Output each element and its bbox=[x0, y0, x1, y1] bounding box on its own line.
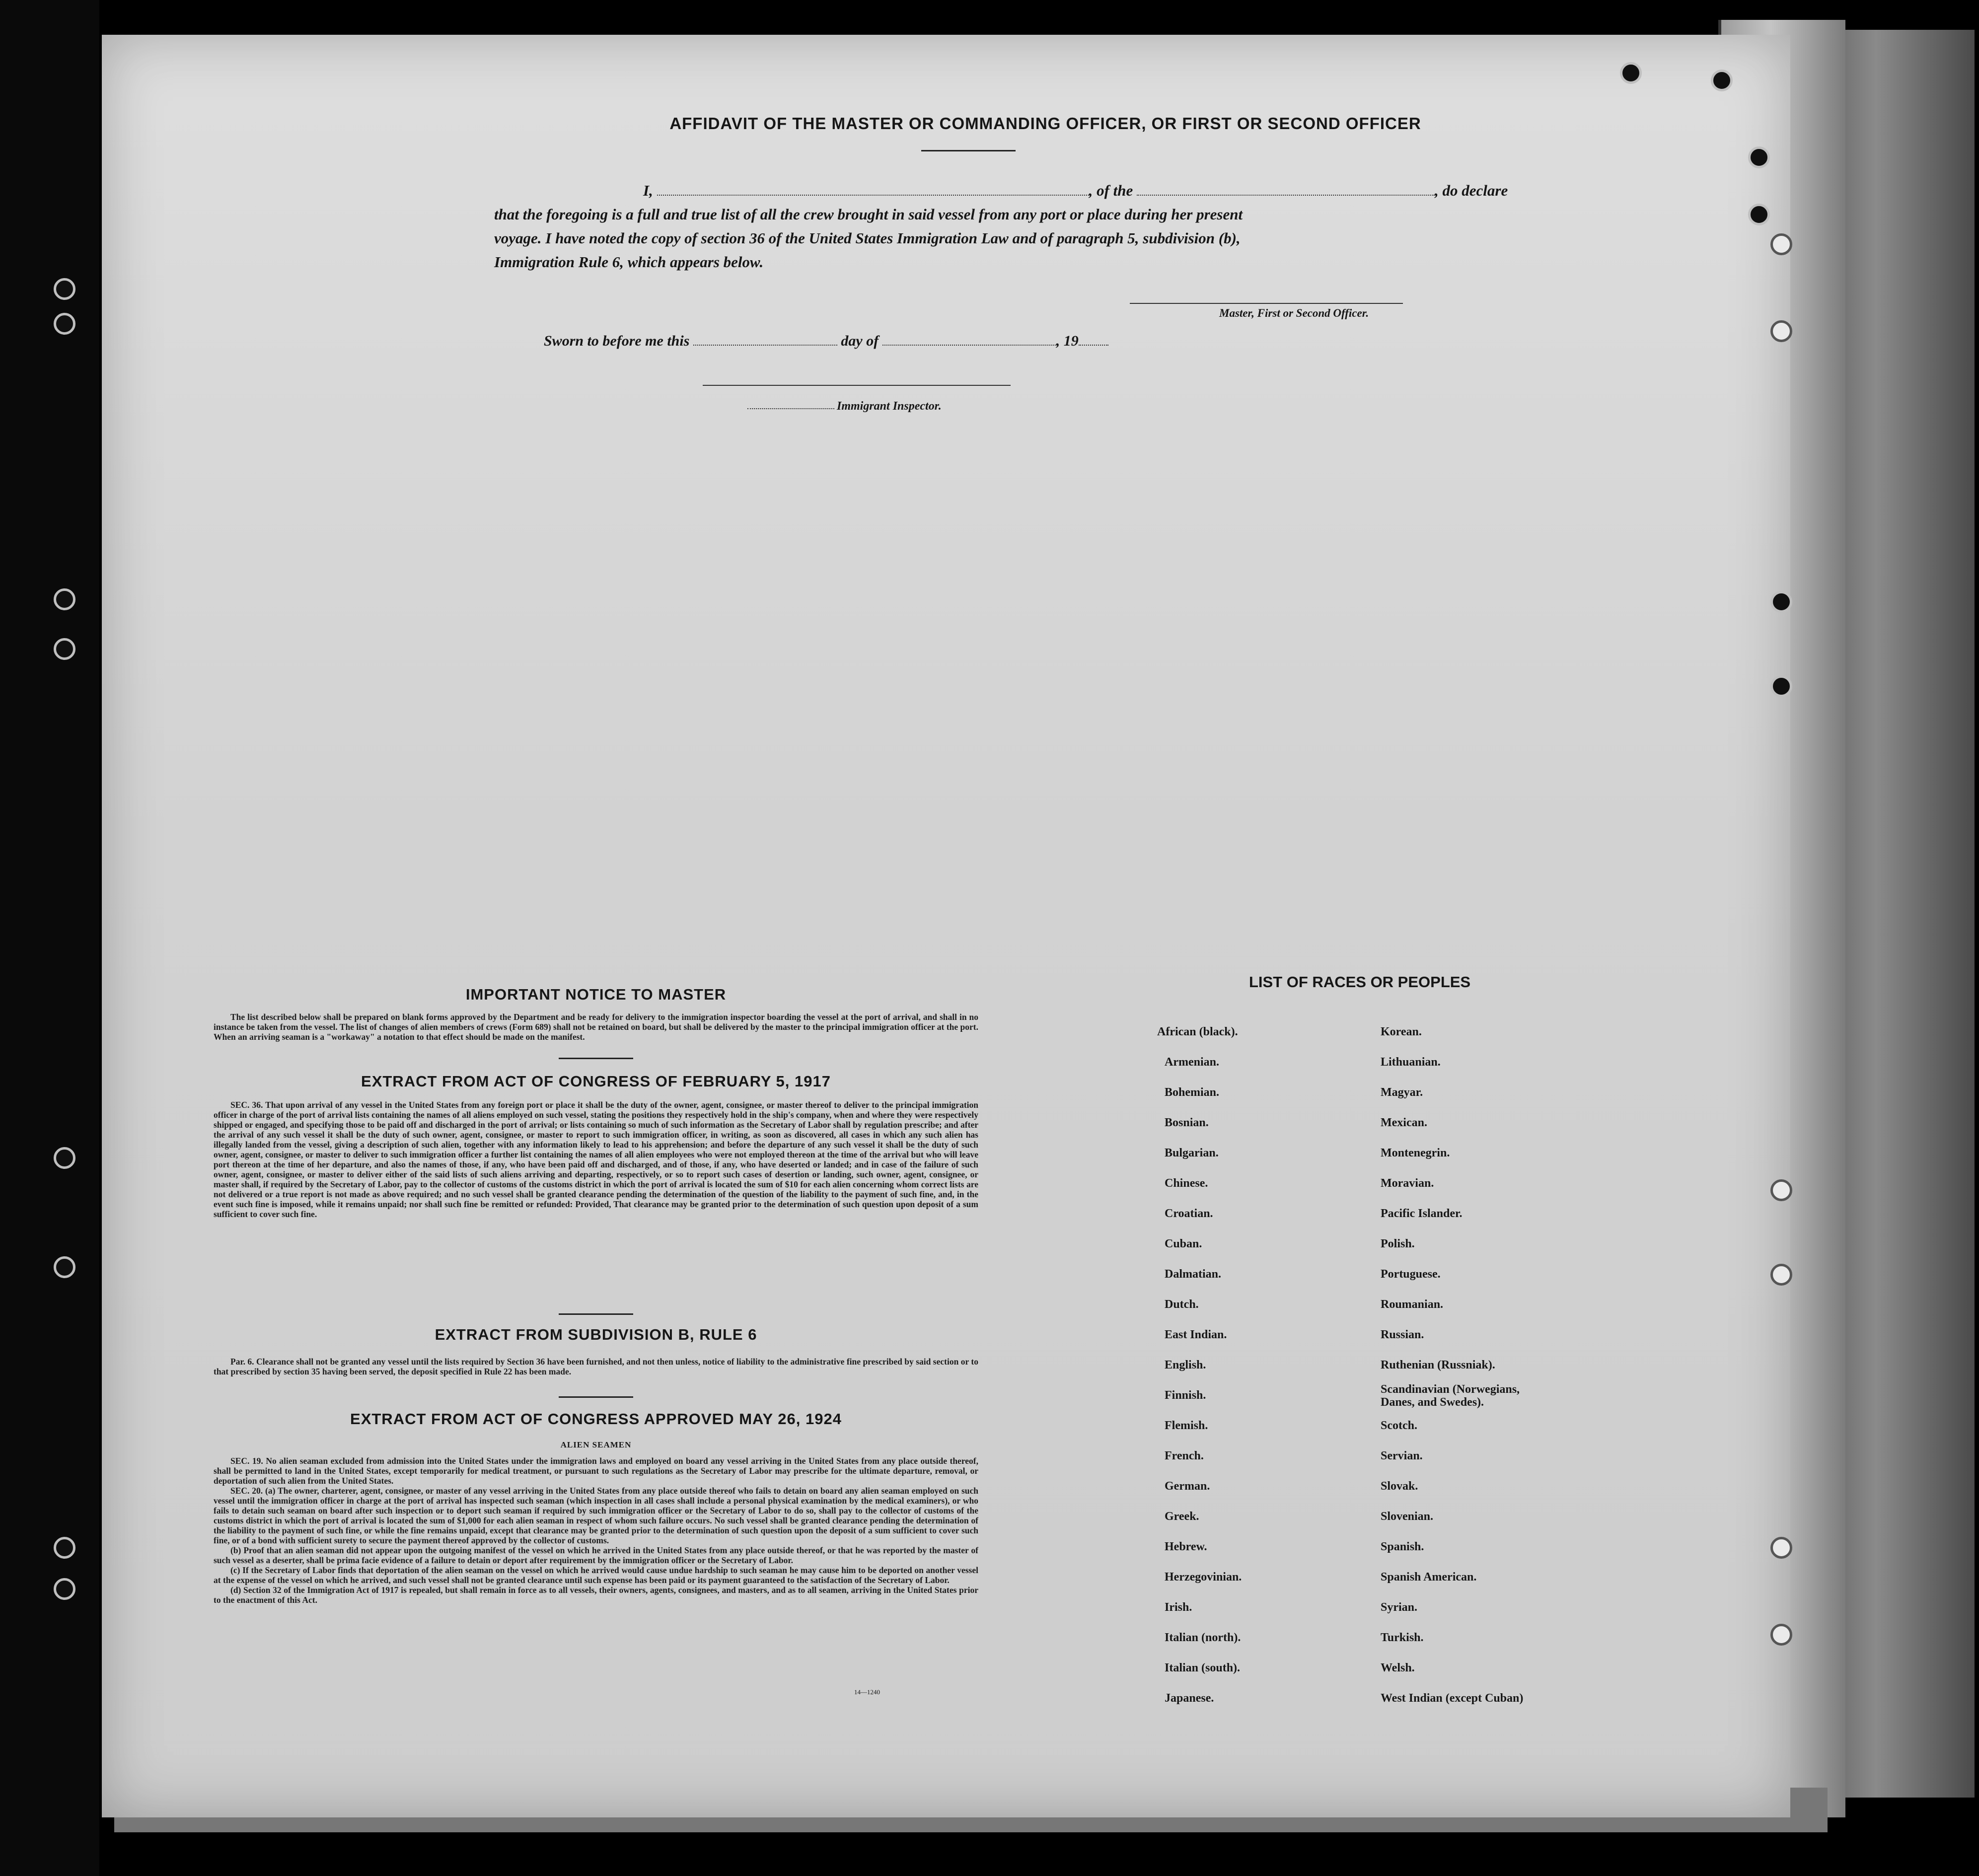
punch-hole bbox=[1770, 1624, 1792, 1646]
race-item: Flemish. bbox=[1165, 1419, 1208, 1432]
punch-hole bbox=[1770, 1264, 1792, 1286]
punch-hole bbox=[54, 1537, 75, 1559]
race-item: Ruthenian (Russniak). bbox=[1381, 1359, 1495, 1371]
extract-1917-paragraph: SEC. 36. That upon arrival of any vessel in the United States from any foreign port or place it shall be the duty of the owner, agent, consignee, or master thereof to deliver to the principal immigration officer in charge of the port of arrival lists containing the names of all aliens employed on such vessel, stating the positions they respectively hold in the ship's company, when and where they were respectively shipped or engaged, and specifying those to be paid off and discharged in the port of arrival; or lists containing so much of such information as the Secretary of Labor shall by regulation prescribe; and after the arrival of any such vessel it shall be the duty of such owner, agent, consignee, or master to report to such immigration officer, in writing, as soon as discovered, all cases in which any such alien has illegally landed from the vessel, giving a description of such alien, together with any information likely to lead to his apprehension; and before the departure of any such vessel it shall be the duty of such owner, agent, consignee, or master to deliver to such immigration officer a further list containing the names of all alien employees who were not employed thereon at the time of the arrival but who will leave port thereon at the time of her departure, and also the names of those, if any, who have been paid off and discharged, and of those, if any, who have deserted or landed; and in case of the failure of such owner, agent, consignee, or master to deliver either of the said lists of such aliens arriving and departing, respectively, or so to report such cases of desertion or landing, such owner, agent, consignee, or master shall, if required by the Secretary of Labor, pay to the collector of customs of the customs district in which the port of arrival is located the sum of $10 for each alien concerning whom correct lists are not delivered or a true report is not made as above required; and no such vessel shall be granted clearance pending the determination of the question of the liability to the payment of such fine, and, in the event such fine is imposed, while it remains unpaid; nor shall such fine be remitted or refunded: Provided, That clearance may be granted prior to the determination of such question upon deposit of a sum sufficient to cover such fine. bbox=[214, 1100, 978, 1219]
punch-hole bbox=[54, 1256, 75, 1278]
signature-line[interactable] bbox=[1130, 303, 1403, 304]
race-item: West Indian (except Cuban) bbox=[1381, 1692, 1524, 1705]
race-item: Polish. bbox=[1381, 1237, 1415, 1250]
race-item: French. bbox=[1165, 1449, 1204, 1462]
race-item: Russian. bbox=[1381, 1328, 1424, 1341]
race-item: Portuguese. bbox=[1381, 1268, 1441, 1281]
sworn-month-blank[interactable] bbox=[882, 333, 1056, 346]
race-item: African (black). bbox=[1157, 1025, 1238, 1038]
race-item: Bohemian. bbox=[1165, 1086, 1220, 1099]
race-item: Spanish. bbox=[1381, 1540, 1424, 1553]
race-item: Croatian. bbox=[1165, 1207, 1213, 1220]
important-notice-paragraph: The list described below shall be prepared on blank forms approved by the Department and be ready for delivery to the immigration inspector boarding the vessel at the port of arrival, and shall in no instance be taken from the vessel. The list of changes of alien members of crews (Form 689) shall not be retained on board, but shall be delivered by the master to the principal immigration officer at the port. When an arriving seaman is a "workaway" a notation to that effect should be made on the manifest. bbox=[214, 1012, 978, 1042]
punch-hole bbox=[1711, 70, 1733, 91]
race-item: German. bbox=[1165, 1480, 1210, 1493]
race-item: Scandinavian (Norwegians, bbox=[1381, 1383, 1520, 1396]
punch-hole bbox=[1770, 320, 1792, 342]
race-item: Korean. bbox=[1381, 1025, 1422, 1038]
extract-1917-text bbox=[214, 1100, 978, 1219]
race-item: Herzegovinian. bbox=[1165, 1571, 1242, 1584]
race-item: Mexican. bbox=[1381, 1116, 1427, 1129]
inspector-dots bbox=[747, 408, 834, 409]
punch-hole bbox=[1770, 675, 1792, 697]
race-item: Lithuanian. bbox=[1381, 1056, 1441, 1069]
important-notice-title: IMPORTANT NOTICE TO MASTER bbox=[465, 986, 727, 1003]
race-item: East Indian. bbox=[1165, 1328, 1227, 1341]
race-item: Bulgarian. bbox=[1165, 1147, 1219, 1159]
punch-hole bbox=[1770, 591, 1792, 613]
affidavit-rule bbox=[921, 150, 1016, 151]
punch-hole bbox=[54, 588, 75, 610]
race-item: Slovenian. bbox=[1381, 1510, 1434, 1523]
race-item: Cuban. bbox=[1165, 1237, 1202, 1250]
affidavit-i: I, bbox=[643, 182, 653, 199]
race-item: English. bbox=[1165, 1359, 1206, 1371]
punch-hole bbox=[54, 278, 75, 300]
race-item: Pacific Islander. bbox=[1381, 1207, 1463, 1220]
race-item: Roumanian. bbox=[1381, 1298, 1444, 1311]
race-item: Syrian. bbox=[1381, 1601, 1418, 1614]
affidavit-line-4: Immigration Rule 6, which appears below. bbox=[494, 253, 764, 271]
sec-19-paragraph: SEC. 19. No alien seaman excluded from admission into the United States under the immigration laws and employed on board any vessel arriving in the United States from any place outside thereof, shall be permitted to land in the United States, except temporarily for medical treatment, or pursuant to such regulations as the Secretary of Labor may prescribe for the ultimate departure, removal, or deportation of such alien from the United States. bbox=[214, 1456, 978, 1486]
race-item: Magyar. bbox=[1381, 1086, 1423, 1099]
extract-rule6-paragraph: Par. 6. Clearance shall not be granted any vessel until the lists required by Section 36 have been furnished, and not then unless, notice of liability to the administrative fine prescribed by said section or to that prescribed by section 35 having been served, the deposit specified in Rule 22 has been made. bbox=[214, 1357, 978, 1376]
punch-hole bbox=[1770, 233, 1792, 255]
inspector-signature-line[interactable] bbox=[703, 385, 1011, 386]
extract-rule6-rule bbox=[559, 1396, 633, 1398]
affidavit-of: , of the bbox=[1089, 182, 1133, 199]
sworn-year-blank[interactable] bbox=[1079, 333, 1108, 346]
extract-rule6-text bbox=[214, 1357, 978, 1376]
race-item: Irish. bbox=[1165, 1601, 1192, 1614]
race-item: Spanish American. bbox=[1381, 1571, 1477, 1584]
extract-1917-rule bbox=[559, 1313, 633, 1315]
punch-hole bbox=[54, 1147, 75, 1169]
race-item: Slovak. bbox=[1381, 1480, 1418, 1493]
race-item: Chinese. bbox=[1165, 1177, 1208, 1190]
inspector-label: Immigrant Inspector. bbox=[837, 400, 942, 413]
punch-hole bbox=[1770, 1179, 1792, 1201]
race-item: Bosnian. bbox=[1165, 1116, 1209, 1129]
affidavit-line-1 bbox=[494, 179, 1572, 203]
extract-1917-title: EXTRACT FROM ACT OF CONGRESS OF FEBRUARY 5, 1917 bbox=[361, 1073, 831, 1090]
left-black-margin bbox=[0, 0, 99, 1876]
race-item: Moravian. bbox=[1381, 1177, 1434, 1190]
vessel-blank[interactable] bbox=[1137, 183, 1435, 196]
sworn-day-of: day of bbox=[841, 333, 879, 349]
punch-hole bbox=[54, 313, 75, 335]
important-notice-text bbox=[214, 1012, 978, 1042]
race-item: Montenegrin. bbox=[1381, 1147, 1450, 1159]
sec-20c-paragraph: (c) If the Secretary of Labor finds that deportation of the alien seaman on the vessel on which he arrived would cause undue hardship to such seaman he may cause him to be deported on another vessel at the expense of the vessel on which he arrived, and such vessel shall not be granted clearance until such expense has been paid or its payment guaranteed to the satisfaction of the Secretary of Labor. bbox=[214, 1565, 978, 1585]
manifest-reverse-page bbox=[102, 35, 1790, 1817]
sworn-prefix: Sworn to before me this bbox=[544, 333, 690, 349]
punch-hole bbox=[1770, 1537, 1792, 1559]
name-blank[interactable] bbox=[657, 183, 1089, 196]
race-item: Italian (south). bbox=[1165, 1661, 1241, 1674]
race-item: Welsh. bbox=[1381, 1661, 1415, 1674]
races-title: LIST OF RACES OR PEOPLES bbox=[1249, 973, 1471, 991]
sworn-year: , 19 bbox=[1056, 333, 1079, 349]
race-item: Turkish. bbox=[1381, 1631, 1424, 1644]
affidavit-title: AFFIDAVIT OF THE MASTER OR COMMANDING OFFICER, OR FIRST OR SECOND OFFICER bbox=[669, 114, 1421, 133]
sec-20b-paragraph: (b) Proof that an alien seaman did not appear upon the outgoing manifest of the vessel on which he arrived in the United States from any place outside thereof, or that he was reported by the master of such vessel as a deserter, shall be prima facie evidence of a failure to detain or deport after requirement by the immigration officer or the Secretary of Labor. bbox=[214, 1545, 978, 1565]
punch-hole bbox=[1748, 204, 1770, 225]
affidavit-declare: , do declare bbox=[1435, 182, 1508, 199]
alien-seamen-subtitle: ALIEN SEAMEN bbox=[560, 1440, 632, 1449]
punch-hole bbox=[54, 1578, 75, 1600]
race-item: Finnish. bbox=[1165, 1389, 1206, 1402]
affidavit-line-2: that the foregoing is a full and true list of all the crew brought in said vessel from any port or place during her present bbox=[494, 206, 1243, 223]
affidavit-line-3: voyage. I have noted the copy of section 36 of the United States Immigration Law and of paragraph 5, subdivision (b), bbox=[494, 229, 1241, 247]
punch-hole bbox=[1620, 62, 1642, 84]
sworn-line bbox=[544, 333, 1108, 350]
punch-hole bbox=[54, 638, 75, 660]
race-item: Danes, and Swedes). bbox=[1381, 1396, 1484, 1409]
sec-20a-paragraph: SEC. 20. (a) The owner, charterer, agent, consignee, or master of any vessel arriving in the United States from any place outside thereof who fails to detain on board any alien seaman employed on such vessel until the immigration officer in charge at the port of arrival has inspected such seaman (which inspection in all cases shall include a personal physical examination by the medical examiners), or who fails to detain such seaman on board after such inspection or to deport such seaman if required by such immigration officer or the Secretary of Labor to do so, shall pay to the collector of customs of the customs district in which the port of arrival is located the sum of $1,000 for each alien seaman in respect of whom such failure occurs. No such vessel shall be granted clearance pending the determination of the liability to the payment of such fine, or while the fine remains unpaid, except that clearance may be granted prior to the determination of such question upon the deposit of a sum sufficient to cover such fine, or of a bond with sufficient surety to secure the payment thereof approved by the collector of customs. bbox=[214, 1486, 978, 1545]
sworn-day-blank[interactable] bbox=[693, 333, 837, 346]
extract-rule6-title: EXTRACT FROM SUBDIVISION B, RULE 6 bbox=[435, 1326, 757, 1343]
race-item: Italian (north). bbox=[1165, 1631, 1241, 1644]
race-item: Dalmatian. bbox=[1165, 1268, 1221, 1281]
race-item: Greek. bbox=[1165, 1510, 1199, 1523]
race-item: Armenian. bbox=[1165, 1056, 1219, 1069]
form-number: 14—1240 bbox=[854, 1688, 880, 1696]
extract-1924-title: EXTRACT FROM ACT OF CONGRESS APPROVED MAY 26, 1924 bbox=[350, 1410, 842, 1428]
signature-label: Master, First or Second Officer. bbox=[1219, 307, 1369, 319]
punch-hole bbox=[1748, 146, 1770, 168]
race-item: Dutch. bbox=[1165, 1298, 1199, 1311]
affidavit-body bbox=[494, 179, 1572, 274]
race-item: Japanese. bbox=[1165, 1692, 1214, 1705]
notice-rule bbox=[559, 1058, 633, 1059]
race-item: Scotch. bbox=[1381, 1419, 1417, 1432]
extract-1924-text bbox=[214, 1456, 978, 1605]
race-item: Servian. bbox=[1381, 1449, 1423, 1462]
sec-20d-paragraph: (d) Section 32 of the Immigration Act of 1917 is repealed, but shall remain in force as to all vessels, their owners, agents, consignees, and masters, and as to all seamen, arriving in the United States prior to the enactment of this Act. bbox=[214, 1585, 978, 1605]
race-item: Hebrew. bbox=[1165, 1540, 1207, 1553]
